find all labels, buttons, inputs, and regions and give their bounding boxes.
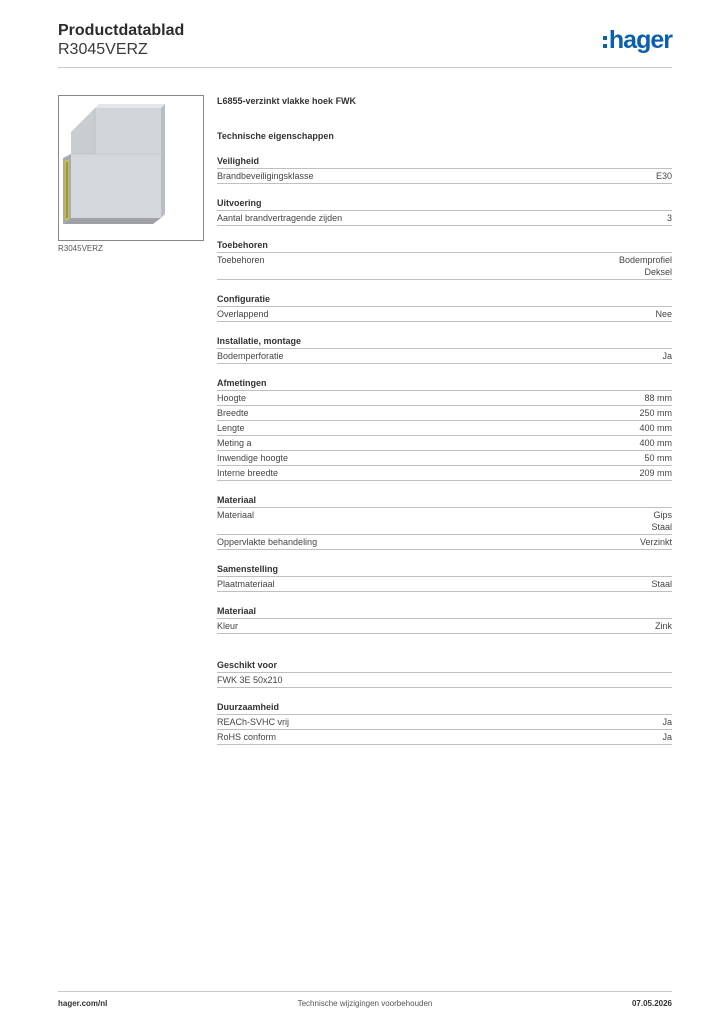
footer-date: 07.05.2026 — [631, 999, 672, 1008]
spec-label: Bodemperforatie — [217, 351, 284, 361]
footer-notice: Technische wijzigingen voorbehouden — [297, 999, 433, 1008]
spec-row — [217, 211, 672, 226]
spec-row — [217, 349, 672, 364]
spec-label: Meting a — [217, 438, 252, 448]
spec-row — [217, 535, 672, 550]
spec-label: Materiaal — [217, 510, 255, 520]
spec-value: 209 mm — [639, 468, 672, 478]
spec-value: Gips Staal — [651, 510, 672, 532]
spec-row — [217, 577, 672, 592]
footer-divider — [58, 991, 672, 992]
spec-value: Bodemprofiel Deksel — [618, 255, 672, 277]
spec-group — [217, 702, 672, 745]
image-caption: R3045VERZ — [58, 244, 103, 253]
spec-group — [217, 606, 672, 634]
spec-row — [217, 451, 672, 466]
spec-row — [217, 466, 672, 481]
spec-value: 250 mm — [639, 408, 672, 418]
group-title: Geschikt voor — [217, 660, 672, 673]
footer-website-link[interactable]: hager.com/nl — [58, 999, 108, 1008]
product-name: L6855-verzinkt vlakke hoek FWK — [217, 96, 357, 106]
spec-label: Aantal brandvertragende zijden — [217, 213, 343, 223]
spec-row — [217, 391, 672, 406]
spec-row — [217, 169, 672, 184]
spec-value: Verzinkt — [639, 537, 672, 547]
spec-label: Toebehoren — [217, 255, 265, 265]
spec-group — [217, 336, 672, 364]
group-title: Configuratie — [217, 294, 672, 307]
document-title: Productdatablad — [58, 22, 185, 39]
spec-label: Lengte — [217, 423, 245, 433]
spec-label: Interne breedte — [217, 468, 279, 478]
logo-text: hager — [608, 25, 672, 54]
spec-group — [217, 156, 672, 184]
group-title: Veiligheid — [217, 156, 672, 169]
header-divider — [58, 67, 672, 68]
spec-group — [217, 294, 672, 322]
spec-label: Oppervlakte behandeling — [217, 537, 318, 547]
spec-row — [217, 406, 672, 421]
spec-group — [217, 660, 672, 688]
spec-row — [217, 307, 672, 322]
page-header — [58, 20, 672, 70]
spec-value: Ja — [662, 717, 672, 727]
page-footer — [58, 991, 672, 1011]
spec-value: E30 — [655, 171, 672, 181]
spec-label: REACh-SVHC vrij — [217, 717, 290, 727]
spec-value: Nee — [655, 309, 672, 319]
logo-colon-icon — [603, 36, 607, 48]
spec-value: 88 mm — [644, 393, 672, 403]
spec-row — [217, 619, 672, 634]
spec-label: Inwendige hoogte — [217, 453, 289, 463]
spec-value: 3 — [666, 213, 672, 223]
spec-label: Overlappend — [217, 309, 269, 319]
product-code: R3045VERZ — [58, 41, 148, 58]
spec-label: Brandbeveiligingsklasse — [217, 171, 314, 181]
cable-duct-corner-illustration — [59, 96, 203, 240]
spec-value: Ja — [662, 351, 672, 361]
group-title: Uitvoering — [217, 198, 672, 211]
group-title: Toebehoren — [217, 240, 672, 253]
spec-row — [217, 508, 672, 535]
spec-row — [217, 421, 672, 436]
spec-label: Plaatmateriaal — [217, 579, 275, 589]
group-title: Samenstelling — [217, 564, 672, 577]
spec-row — [217, 253, 672, 280]
group-title: Materiaal — [217, 606, 672, 619]
section-title: Technische eigenschappen — [217, 131, 334, 141]
spec-value: 400 mm — [639, 438, 672, 448]
spec-row — [217, 715, 672, 730]
spec-group — [217, 564, 672, 592]
product-image — [58, 95, 204, 241]
spec-group — [217, 240, 672, 280]
spec-label: Hoogte — [217, 393, 247, 403]
product-details — [217, 95, 672, 745]
spec-group — [217, 378, 672, 481]
spec-row — [217, 730, 672, 745]
spec-label: FWK 3E 50x210 — [217, 675, 283, 685]
spec-label: RoHS conform — [217, 732, 277, 742]
spec-value: Zink — [654, 621, 672, 631]
spec-row — [217, 673, 672, 688]
spec-row — [217, 436, 672, 451]
hager-logo — [603, 26, 672, 54]
group-title: Duurzaamheid — [217, 702, 672, 715]
spec-group — [217, 198, 672, 226]
spec-label: Kleur — [217, 621, 239, 631]
spec-value: 400 mm — [639, 423, 672, 433]
spec-value: 50 mm — [644, 453, 672, 463]
spec-label: Breedte — [217, 408, 249, 418]
spec-group — [217, 495, 672, 550]
group-title: Afmetingen — [217, 378, 672, 391]
group-title: Materiaal — [217, 495, 672, 508]
spec-value: Staal — [651, 579, 672, 589]
spec-value: Ja — [662, 732, 672, 742]
group-title: Installatie, montage — [217, 336, 672, 349]
